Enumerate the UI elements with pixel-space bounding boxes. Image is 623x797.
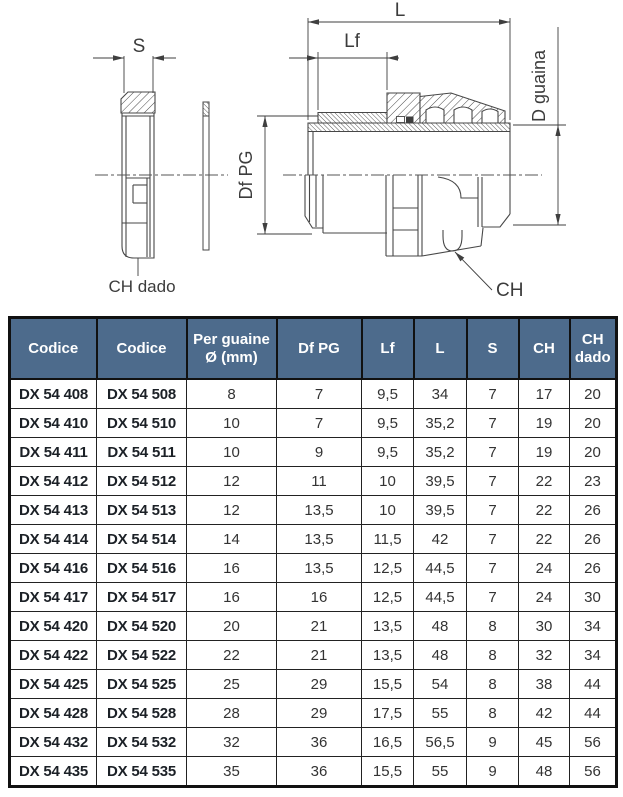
value-cell: 55 (414, 699, 467, 728)
value-cell: 8 (467, 699, 519, 728)
codice-cell: DX 54 408 (10, 379, 97, 409)
codice-cell: DX 54 522 (97, 641, 187, 670)
codice-cell: DX 54 428 (10, 699, 97, 728)
spout-rib-gap (482, 109, 498, 123)
table-row (10, 757, 617, 787)
table-row (10, 467, 617, 496)
value-cell: 56 (570, 757, 617, 787)
value-cell: 15,5 (362, 670, 414, 699)
value-cell: 55 (414, 757, 467, 787)
gland-section (305, 93, 510, 256)
value-cell: 10 (187, 438, 277, 467)
table-header (10, 318, 617, 380)
codice-cell: DX 54 510 (97, 409, 187, 438)
value-cell: 54 (414, 670, 467, 699)
dimension-lf (289, 52, 399, 110)
header-ch: CH (519, 318, 570, 380)
value-cell: 10 (362, 496, 414, 525)
value-cell: 13,5 (277, 554, 362, 583)
value-cell: 19 (519, 438, 570, 467)
value-cell: 9 (277, 438, 362, 467)
seal-ring-dark (406, 117, 414, 124)
value-cell: 34 (414, 379, 467, 409)
value-cell: 45 (519, 728, 570, 757)
value-cell: 8 (467, 670, 519, 699)
value-cell: 32 (519, 641, 570, 670)
value-cell: 44 (570, 699, 617, 728)
table-row (10, 554, 617, 583)
value-cell: 7 (467, 554, 519, 583)
value-cell: 16 (187, 583, 277, 612)
label-ch: CH (496, 280, 524, 301)
value-cell: 38 (519, 670, 570, 699)
value-cell: 7 (467, 379, 519, 409)
value-cell: 7 (277, 409, 362, 438)
label-l: L (394, 0, 406, 21)
value-cell: 13,5 (362, 612, 414, 641)
value-cell: 16,5 (362, 728, 414, 757)
dimensions-table (8, 316, 618, 788)
seal-ring (397, 117, 405, 123)
value-cell: 35,2 (414, 409, 467, 438)
codice-cell: DX 54 520 (97, 612, 187, 641)
codice-cell: DX 54 516 (97, 554, 187, 583)
value-cell: 7 (467, 583, 519, 612)
value-cell: 14 (187, 525, 277, 554)
value-cell: 30 (570, 583, 617, 612)
value-cell: 16 (187, 554, 277, 583)
leader-ch (455, 252, 492, 290)
value-cell: 26 (570, 554, 617, 583)
codice-cell: DX 54 412 (10, 467, 97, 496)
codice-cell: DX 54 420 (10, 612, 97, 641)
value-cell: 56 (570, 728, 617, 757)
value-cell: 34 (570, 641, 617, 670)
value-cell: 17,5 (362, 699, 414, 728)
washer-side-view (203, 102, 209, 250)
codice-cell: DX 54 413 (10, 496, 97, 525)
value-cell: 13,5 (362, 641, 414, 670)
value-cell: 12 (187, 496, 277, 525)
value-cell: 8 (467, 641, 519, 670)
value-cell: 7 (467, 496, 519, 525)
value-cell: 20 (570, 438, 617, 467)
codice-cell: DX 54 517 (97, 583, 187, 612)
value-cell: 24 (519, 583, 570, 612)
codice-cell: DX 54 417 (10, 583, 97, 612)
codice-cell: DX 54 508 (97, 379, 187, 409)
table-row (10, 670, 617, 699)
value-cell: 35 (187, 757, 277, 787)
table-row (10, 496, 617, 525)
value-cell: 13,5 (277, 525, 362, 554)
value-cell: 30 (519, 612, 570, 641)
value-cell: 9,5 (362, 379, 414, 409)
codice-cell: DX 54 528 (97, 699, 187, 728)
spout-rib-gap (454, 107, 472, 123)
nut-crown-hatched (121, 92, 155, 113)
value-cell: 22 (519, 496, 570, 525)
value-cell: 9 (467, 728, 519, 757)
value-cell: 39,5 (414, 467, 467, 496)
value-cell: 9,5 (362, 438, 414, 467)
value-cell: 44 (570, 670, 617, 699)
value-cell: 36 (277, 757, 362, 787)
value-cell: 29 (277, 699, 362, 728)
label-s: S (132, 36, 146, 57)
label-ch-dado: CH dado (108, 277, 176, 296)
value-cell: 39,5 (414, 496, 467, 525)
value-cell: 11,5 (362, 525, 414, 554)
gland-size-table (8, 316, 618, 788)
table-row (10, 583, 617, 612)
value-cell: 22 (187, 641, 277, 670)
value-cell: 42 (414, 525, 467, 554)
value-cell: 12,5 (362, 583, 414, 612)
codice-cell: DX 54 513 (97, 496, 187, 525)
header-ch-dado: CH dado (570, 318, 617, 380)
header-s: S (467, 318, 519, 380)
value-cell: 10 (187, 409, 277, 438)
codice-cell: DX 54 425 (10, 670, 97, 699)
table-row (10, 699, 617, 728)
header-per-guaine: Per guaine Ø (mm) (187, 318, 277, 380)
value-cell: 23 (570, 467, 617, 496)
value-cell: 56,5 (414, 728, 467, 757)
value-cell: 25 (187, 670, 277, 699)
value-cell: 44,5 (414, 554, 467, 583)
washer-hatched-top (203, 102, 209, 116)
value-cell: 21 (277, 612, 362, 641)
header-lf: Lf (362, 318, 414, 380)
value-cell: 13,5 (277, 496, 362, 525)
value-cell: 24 (519, 554, 570, 583)
codice-cell: DX 54 512 (97, 467, 187, 496)
value-cell: 11 (277, 467, 362, 496)
value-cell: 32 (187, 728, 277, 757)
value-cell: 22 (519, 525, 570, 554)
value-cell: 21 (277, 641, 362, 670)
header-codice-1: Codice (10, 318, 97, 380)
value-cell: 36 (277, 728, 362, 757)
codice-cell: DX 54 514 (97, 525, 187, 554)
value-cell: 10 (362, 467, 414, 496)
value-cell: 48 (519, 757, 570, 787)
codice-cell: DX 54 416 (10, 554, 97, 583)
value-cell: 26 (570, 525, 617, 554)
value-cell: 29 (277, 670, 362, 699)
codice-cell: DX 54 435 (10, 757, 97, 787)
table-row (10, 379, 617, 409)
header-l: L (414, 318, 467, 380)
value-cell: 12,5 (362, 554, 414, 583)
value-cell: 9,5 (362, 409, 414, 438)
table-row (10, 641, 617, 670)
header-codice-2: Codice (97, 318, 187, 380)
value-cell: 19 (519, 409, 570, 438)
value-cell: 35,2 (414, 438, 467, 467)
value-cell: 16 (277, 583, 362, 612)
value-cell: 12 (187, 467, 277, 496)
value-cell: 15,5 (362, 757, 414, 787)
value-cell: 44,5 (414, 583, 467, 612)
table-body (10, 379, 617, 787)
value-cell: 28 (187, 699, 277, 728)
codice-cell: DX 54 532 (97, 728, 187, 757)
spout-rib-gap (426, 107, 444, 123)
header-df-pg: Df PG (277, 318, 362, 380)
value-cell: 9 (467, 757, 519, 787)
value-cell: 48 (414, 612, 467, 641)
table-row (10, 612, 617, 641)
label-d-guaina: D guaina (529, 49, 549, 123)
codice-cell: DX 54 432 (10, 728, 97, 757)
body-top-band-hatched (308, 123, 510, 132)
codice-cell: DX 54 410 (10, 409, 97, 438)
technical-drawing (0, 0, 623, 312)
codice-cell: DX 54 525 (97, 670, 187, 699)
codice-cell: DX 54 411 (10, 438, 97, 467)
value-cell: 20 (187, 612, 277, 641)
value-cell: 7 (467, 438, 519, 467)
label-df-pg: Df PG (236, 150, 256, 200)
value-cell: 42 (519, 699, 570, 728)
value-cell: 20 (570, 379, 617, 409)
value-cell: 34 (570, 612, 617, 641)
table-row (10, 438, 617, 467)
codice-cell: DX 54 511 (97, 438, 187, 467)
value-cell: 7 (277, 379, 362, 409)
value-cell: 26 (570, 496, 617, 525)
value-cell: 17 (519, 379, 570, 409)
value-cell: 20 (570, 409, 617, 438)
value-cell: 48 (414, 641, 467, 670)
codice-cell: DX 54 414 (10, 525, 97, 554)
codice-cell: DX 54 535 (97, 757, 187, 787)
value-cell: 22 (519, 467, 570, 496)
table-row (10, 525, 617, 554)
value-cell: 7 (467, 525, 519, 554)
flange-band-hatched (318, 113, 387, 124)
table-row (10, 728, 617, 757)
label-lf: Lf (344, 31, 360, 52)
codice-cell: DX 54 422 (10, 641, 97, 670)
value-cell: 7 (467, 409, 519, 438)
dimension-s (93, 55, 176, 93)
table-row (10, 409, 617, 438)
value-cell: 8 (187, 379, 277, 409)
value-cell: 8 (467, 612, 519, 641)
value-cell: 7 (467, 467, 519, 496)
